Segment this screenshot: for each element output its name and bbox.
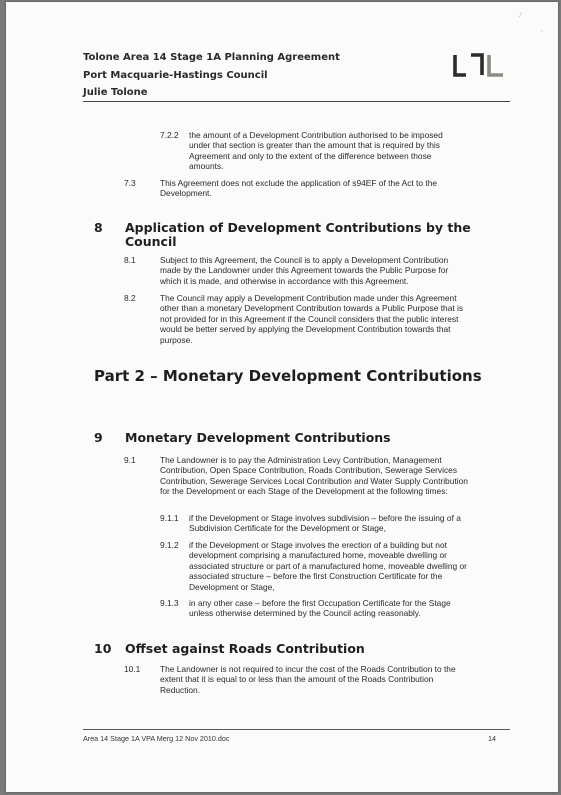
clause-number: 9.1.2 [160,540,179,550]
clause-text: the amount of a Development Contribution authorised to be imposed under that section is greater than the amount that is required by this Agreement and only to the extent of the difference between those amounts. [189,130,443,172]
section-number: 10 [94,641,112,656]
page-number: 14 [488,734,496,743]
clause-number: 9.1.1 [160,513,179,523]
clause-text: if the Development or Stage involves subdivision – before the issuing of a Subdivision Certificate for the Development or Stage, [189,513,461,534]
clause-text: The Landowner is to pay the Administration Levy Contribution, Management Contribution, Open Space Contribution, Roads Contribution, Sewerage Services Contribution, Sewerage Services Local Contribution and Water Supply Contribution for the Development or each Stage of the Development at the following times: [160,455,468,497]
clause-number: 9.1.3 [160,598,179,608]
section-title: Offset against Roads Contribution [125,641,365,656]
part-heading: Part 2 – Monetary Development Contributions [94,367,482,385]
section-number: 9 [94,430,103,445]
section-title: Monetary Development Contributions [125,430,391,445]
header-party: Julie Tolone [83,87,148,98]
header-divider [83,101,510,102]
clause-text: The Landowner is not required to incur the cost of the Roads Contribution to the extent that it is equal to or less than the amount of the Roads Contribution Reduction. [160,664,456,695]
scan-mark: ‚ [541,26,543,33]
scan-mark: ⁄ [520,12,522,19]
clause-number: 7.2.2 [160,130,179,140]
clause-number: 9.1 [124,455,136,465]
footer-filename: Area 14 Stage 1A VPA Merg 12 Nov 2010.doc [83,734,230,743]
clause-text: if the Development or Stage involves the erection of a building but not development comprising a manufactured home, moveable dwelling or associated structure or part of a manufactured home, moveable dwelling or associated structure – before the first Construction Certificate for the Development or Stage, [189,540,467,592]
clause-number: 7.3 [124,178,136,188]
header-title: Tolone Area 14 Stage 1A Planning Agreement [83,52,340,63]
clause-text: This Agreement does not exclude the application of s94EF of the Act to the Development. [160,178,438,199]
section-number: 8 [94,220,103,235]
ltl-logo [451,53,506,79]
clause-text: in any other case – before the first Occupation Certificate for the Stage unless otherwise determined by the Council acting reasonably. [189,598,451,619]
section-title: Council [125,234,177,249]
footer-divider [83,729,510,730]
clause-number: 8.1 [124,255,136,265]
header-council: Port Macquarie-Hastings Council [83,70,268,81]
section-title: Application of Development Contributions by the [125,220,471,235]
clause-number: 8.2 [124,293,136,303]
clause-text: The Council may apply a Development Contribution made under this Agreement other than a monetary Development Contribution towards a Public Purpose that is not provided for in this Agreement if the Council considers that the public interest would be better served by applying the Development Contribution towards that purpose. [160,293,464,345]
clause-text: Subject to this Agreement, the Council is to apply a Development Contribution made by the Landowner under this Agreement towards the Public Purpose for which it is made, and otherwise in accordance with this Agreement. [160,255,449,286]
clause-number: 10.1 [124,664,141,674]
